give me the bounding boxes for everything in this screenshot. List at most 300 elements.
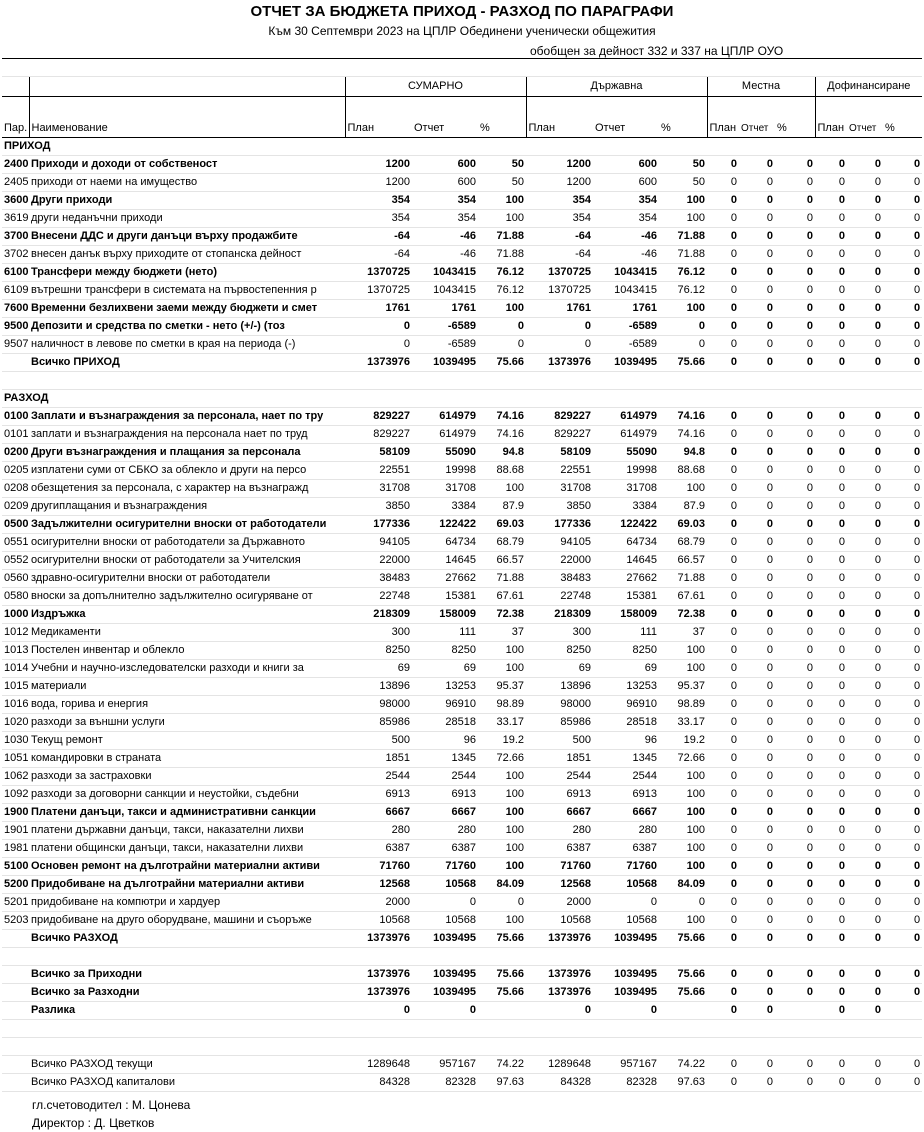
row-value: 0 (707, 498, 739, 516)
row-value: 0 (775, 462, 815, 480)
row-name: Задължителни осигурителни вноски от работодатели (29, 516, 345, 534)
row-value: 0 (883, 642, 922, 660)
header-report: Отчет (739, 97, 775, 138)
row-value: 0 (775, 750, 815, 768)
row-value: 6913 (412, 786, 478, 804)
row-value: 0 (739, 984, 775, 1002)
row-value: 71.88 (659, 228, 707, 246)
row-code: 0500 (2, 516, 29, 534)
row-value: 0 (775, 660, 815, 678)
row-value: 1039495 (593, 984, 659, 1002)
row-value: 0 (883, 192, 922, 210)
accountant-signature: гл.счетоводител : М. Цонева (32, 1098, 191, 1112)
row-value: 1043415 (593, 282, 659, 300)
row-value: 614979 (593, 426, 659, 444)
row-value: 218309 (345, 606, 412, 624)
table-row (2, 588, 922, 606)
row-value: 0 (707, 354, 739, 372)
report-subtitle-activity: обобщен за дейност 332 и 337 на ЦПЛР ОУО (530, 44, 784, 58)
row-value (883, 1002, 922, 1020)
row-value: 10568 (412, 876, 478, 894)
row-name: Внесени ДДС и други данъци върху продажбите (29, 228, 345, 246)
row-value: 94.8 (659, 444, 707, 462)
row-value: 10568 (526, 912, 593, 930)
row-value: 0 (883, 822, 922, 840)
row-value: 0 (739, 174, 775, 192)
row-value: 6387 (593, 840, 659, 858)
row-value: 0 (847, 444, 883, 462)
row-value: 0 (739, 732, 775, 750)
row-value: 0 (815, 768, 847, 786)
row-name: Основен ремонт на дълготрайни материални активи (29, 858, 345, 876)
row-value: 0 (775, 336, 815, 354)
row-value: -6589 (412, 336, 478, 354)
row-value: 74.22 (659, 1056, 707, 1074)
director-signature: Директор : Д. Цветков (32, 1116, 155, 1130)
row-value: 0 (526, 318, 593, 336)
row-value: -46 (412, 228, 478, 246)
row-value (478, 1002, 526, 1020)
row-value: 0 (883, 264, 922, 282)
row-value: 37 (478, 624, 526, 642)
row-name: Придобиване на дълготрайни материални активи (29, 876, 345, 894)
row-value: 0 (707, 534, 739, 552)
row-value: 0 (815, 426, 847, 444)
row-value: 0 (739, 1056, 775, 1074)
row-value: 0 (883, 156, 922, 174)
row-value: 0 (815, 822, 847, 840)
row-value: 0 (775, 300, 815, 318)
row-value: 0 (775, 678, 815, 696)
row-value: 1200 (345, 156, 412, 174)
row-value: 0 (593, 1002, 659, 1020)
row-value: 0 (815, 1002, 847, 1020)
row-value: 10568 (345, 912, 412, 930)
row-value: 0 (883, 1056, 922, 1074)
row-value: 0 (775, 696, 815, 714)
row-value: 0 (739, 570, 775, 588)
row-value: 1373976 (345, 930, 412, 948)
row-value: 0 (739, 750, 775, 768)
row-value: 75.66 (659, 984, 707, 1002)
table-row (2, 642, 922, 660)
row-value: 354 (412, 210, 478, 228)
row-value: 0 (707, 228, 739, 246)
row-value: 0 (815, 606, 847, 624)
row-value: 0 (883, 678, 922, 696)
row-value: 0 (847, 840, 883, 858)
row-value: 0 (883, 246, 922, 264)
row-value: 0 (847, 336, 883, 354)
row-code (2, 354, 29, 372)
row-value: 0 (707, 336, 739, 354)
section-row (2, 390, 922, 408)
row-value: 75.66 (659, 930, 707, 948)
row-value: 82328 (412, 1074, 478, 1092)
row-value: 22000 (526, 552, 593, 570)
row-value: 0 (883, 876, 922, 894)
row-name: изплатени суми от СБКО за облекло и други на персо (29, 462, 345, 480)
row-value: 0 (707, 300, 739, 318)
table-row (2, 318, 922, 336)
row-value: 354 (593, 192, 659, 210)
row-value: 0 (526, 336, 593, 354)
row-code: 2405 (2, 174, 29, 192)
row-value: 0 (739, 354, 775, 372)
row-value: 98000 (526, 696, 593, 714)
row-value: 0 (883, 552, 922, 570)
row-value: 0 (345, 318, 412, 336)
budget-table (2, 58, 922, 1092)
table-row (2, 444, 922, 462)
row-value: 0 (739, 714, 775, 732)
row-value: 0 (847, 498, 883, 516)
table-row (2, 354, 922, 372)
row-value: 0 (739, 480, 775, 498)
row-value: 0 (775, 156, 815, 174)
row-value: 0 (847, 768, 883, 786)
row-value: 0 (775, 282, 815, 300)
row-code (2, 1002, 29, 1020)
row-value: 69.03 (478, 516, 526, 534)
row-value: 1345 (412, 750, 478, 768)
row-value: 0 (847, 678, 883, 696)
row-value: 0 (847, 552, 883, 570)
row-value: 0 (847, 300, 883, 318)
row-code: 3619 (2, 210, 29, 228)
row-value: 0 (707, 966, 739, 984)
row-value: 1851 (526, 750, 593, 768)
row-value: 28518 (412, 714, 478, 732)
row-value: 0 (883, 624, 922, 642)
row-name: Трансфери между бюджети (нето) (29, 264, 345, 282)
row-value: 0 (815, 696, 847, 714)
row-value: 0 (739, 822, 775, 840)
row-value: 0 (815, 660, 847, 678)
row-value: 72.66 (478, 750, 526, 768)
row-value: 82328 (593, 1074, 659, 1092)
row-code: 5203 (2, 912, 29, 930)
row-value: 0 (775, 606, 815, 624)
row-value: 122422 (412, 516, 478, 534)
row-value: 85986 (526, 714, 593, 732)
row-value: 0 (707, 894, 739, 912)
row-value: 88.68 (478, 462, 526, 480)
row-value: 75.66 (659, 966, 707, 984)
row-value: 0 (775, 570, 815, 588)
row-value: 0 (707, 264, 739, 282)
row-code (2, 1074, 29, 1092)
row-value: 0 (707, 768, 739, 786)
row-value: 600 (593, 156, 659, 174)
row-value: 0 (775, 894, 815, 912)
table-row (2, 930, 922, 948)
row-value: 0 (775, 804, 815, 822)
table-row (2, 408, 922, 426)
row-value: 0 (847, 246, 883, 264)
row-value: 84.09 (478, 876, 526, 894)
row-value: 0 (739, 678, 775, 696)
row-value: 0 (739, 876, 775, 894)
row-value: 1200 (345, 174, 412, 192)
row-value: 0 (739, 858, 775, 876)
row-value: -6589 (593, 336, 659, 354)
row-value: 8250 (345, 642, 412, 660)
row-value: 0 (815, 300, 847, 318)
row-value: 71760 (412, 858, 478, 876)
row-value: 0 (739, 966, 775, 984)
row-value: 0 (815, 570, 847, 588)
row-code: 2400 (2, 156, 29, 174)
row-value: 6387 (345, 840, 412, 858)
row-value: 0 (707, 318, 739, 336)
row-value: 31708 (526, 480, 593, 498)
row-value: 6913 (345, 786, 412, 804)
row-value: 0 (707, 660, 739, 678)
row-value: 100 (478, 858, 526, 876)
row-value: 0 (707, 480, 739, 498)
row-value: 0 (775, 876, 815, 894)
row-code: 3600 (2, 192, 29, 210)
row-code: 0205 (2, 462, 29, 480)
row-value: 0 (707, 750, 739, 768)
row-value: 69.03 (659, 516, 707, 534)
row-value: 1761 (593, 300, 659, 318)
row-code: 1016 (2, 696, 29, 714)
row-value: 33.17 (478, 714, 526, 732)
row-value: 0 (707, 588, 739, 606)
row-code: 1900 (2, 804, 29, 822)
row-code: 1015 (2, 678, 29, 696)
row-value: 0 (775, 714, 815, 732)
row-value: 1373976 (345, 984, 412, 1002)
row-value: 74.16 (659, 426, 707, 444)
table-row (2, 678, 922, 696)
header-pct: % (775, 97, 815, 138)
row-value: 0 (707, 246, 739, 264)
row-value: 0 (847, 354, 883, 372)
row-value: 0 (739, 660, 775, 678)
row-value: 0 (739, 930, 775, 948)
row-value: 95.37 (478, 678, 526, 696)
row-value: 88.68 (659, 462, 707, 480)
row-value: 0 (707, 624, 739, 642)
header-pct: % (883, 97, 922, 138)
row-value: 0 (847, 732, 883, 750)
row-value: 0 (883, 768, 922, 786)
header-pct: % (659, 97, 707, 138)
row-value: 0 (739, 696, 775, 714)
row-value: 0 (739, 894, 775, 912)
row-value: 0 (526, 1002, 593, 1020)
table-row (2, 426, 922, 444)
row-name: придобиване на друго оборудване, машини и съоръже (29, 912, 345, 930)
row-name: Временни безлихвени заеми между бюджети и смет (29, 300, 345, 318)
row-value: 3850 (345, 498, 412, 516)
row-value: 2544 (526, 768, 593, 786)
row-value: 100 (659, 822, 707, 840)
row-value: 2544 (345, 768, 412, 786)
row-value: 614979 (593, 408, 659, 426)
row-value: 97.63 (478, 1074, 526, 1092)
row-code: 9507 (2, 336, 29, 354)
row-name: командировки в страната (29, 750, 345, 768)
row-value: 50 (659, 174, 707, 192)
row-value: 0 (345, 336, 412, 354)
row-value (775, 1002, 815, 1020)
row-value: 0 (883, 696, 922, 714)
row-value: 354 (526, 210, 593, 228)
row-value: 0 (707, 912, 739, 930)
row-value: 0 (775, 822, 815, 840)
row-value: 22551 (345, 462, 412, 480)
row-value: 0 (883, 336, 922, 354)
row-value: 33.17 (659, 714, 707, 732)
row-value: 100 (659, 858, 707, 876)
row-value: 1200 (526, 174, 593, 192)
row-value: 1370725 (345, 282, 412, 300)
row-value: 0 (883, 516, 922, 534)
row-value: 0 (815, 966, 847, 984)
row-name: Всичко за Разходни (29, 984, 345, 1002)
row-code: 1051 (2, 750, 29, 768)
row-value: 0 (815, 534, 847, 552)
row-value: 1373976 (526, 984, 593, 1002)
row-value: 0 (815, 354, 847, 372)
row-value: 100 (659, 642, 707, 660)
row-code: 1000 (2, 606, 29, 624)
row-name: Текущ ремонт (29, 732, 345, 750)
row-value: 0 (707, 408, 739, 426)
table-row (2, 516, 922, 534)
row-value: 2544 (593, 768, 659, 786)
row-name: Платени данъци, такси и административни санкции (29, 804, 345, 822)
row-value: 0 (775, 912, 815, 930)
row-code: 5100 (2, 858, 29, 876)
row-value: 280 (412, 822, 478, 840)
row-value: 0 (739, 1002, 775, 1020)
row-value: 100 (659, 840, 707, 858)
row-value: 100 (478, 912, 526, 930)
row-code (2, 984, 29, 1002)
header-plan: План (526, 97, 593, 138)
row-value: 76.12 (478, 282, 526, 300)
row-code (2, 966, 29, 984)
row-value: 0 (707, 732, 739, 750)
row-value: 0 (815, 678, 847, 696)
row-value: 19.2 (478, 732, 526, 750)
row-code: 1981 (2, 840, 29, 858)
row-value: 22000 (345, 552, 412, 570)
row-value: 0 (739, 768, 775, 786)
row-value: 96910 (412, 696, 478, 714)
row-value: 280 (526, 822, 593, 840)
row-value: 22551 (526, 462, 593, 480)
row-value: 0 (707, 426, 739, 444)
row-value: 22748 (345, 588, 412, 606)
row-value: 8250 (412, 642, 478, 660)
row-code: 9500 (2, 318, 29, 336)
row-value: 1345 (593, 750, 659, 768)
row-value: 0 (847, 714, 883, 732)
row-value: 1043415 (412, 264, 478, 282)
row-value: 0 (739, 462, 775, 480)
row-name: другиплащания и възнаграждения (29, 498, 345, 516)
row-value: 354 (593, 210, 659, 228)
table-row (2, 192, 922, 210)
table-row (2, 804, 922, 822)
row-value (659, 1002, 707, 1020)
row-value: 1373976 (526, 966, 593, 984)
row-value: 96910 (593, 696, 659, 714)
row-value: 84328 (345, 1074, 412, 1092)
row-name: Заплати и възнаграждения за персонала, нает по тру (29, 408, 345, 426)
row-value: 0 (707, 984, 739, 1002)
row-name: обезщетения за персонала, с характер на възнагражд (29, 480, 345, 498)
table-row (2, 300, 922, 318)
row-value: 100 (659, 912, 707, 930)
row-value: 100 (659, 786, 707, 804)
row-value: 71.88 (478, 570, 526, 588)
row-value: 84.09 (659, 876, 707, 894)
row-value: 1039495 (412, 966, 478, 984)
row-value: 0 (847, 1056, 883, 1074)
row-value: 0 (815, 228, 847, 246)
row-value: 0 (707, 678, 739, 696)
row-value: 10568 (412, 912, 478, 930)
row-value: 0 (775, 516, 815, 534)
header-plan: План (815, 97, 847, 138)
row-value: 0 (775, 174, 815, 192)
row-value: 8250 (526, 642, 593, 660)
table-row (2, 822, 922, 840)
table-row (2, 246, 922, 264)
row-value: 122422 (593, 516, 659, 534)
row-value: 100 (478, 822, 526, 840)
row-value: 100 (478, 642, 526, 660)
row-value: 0 (775, 246, 815, 264)
row-value: 0 (739, 1074, 775, 1092)
row-value: 177336 (526, 516, 593, 534)
row-value: 31708 (412, 480, 478, 498)
row-code: 0208 (2, 480, 29, 498)
row-value: 0 (775, 984, 815, 1002)
row-value: 354 (345, 210, 412, 228)
row-value: 111 (412, 624, 478, 642)
row-value: 38483 (345, 570, 412, 588)
row-value: 0 (412, 894, 478, 912)
table-row (2, 966, 922, 984)
row-value: 0 (815, 156, 847, 174)
row-value: 2000 (526, 894, 593, 912)
row-value: 177336 (345, 516, 412, 534)
row-value: 15381 (412, 588, 478, 606)
table-row (2, 498, 922, 516)
row-code: 5201 (2, 894, 29, 912)
blank-row (2, 372, 922, 390)
row-value: 1043415 (412, 282, 478, 300)
row-value: -64 (345, 246, 412, 264)
row-value: 0 (775, 534, 815, 552)
row-value: 280 (345, 822, 412, 840)
row-value: 0 (775, 966, 815, 984)
row-value: 0 (707, 1074, 739, 1092)
row-value: 100 (659, 660, 707, 678)
blank-row (2, 948, 922, 966)
row-value: 0 (847, 876, 883, 894)
row-value: 500 (345, 732, 412, 750)
row-value: 0 (739, 228, 775, 246)
